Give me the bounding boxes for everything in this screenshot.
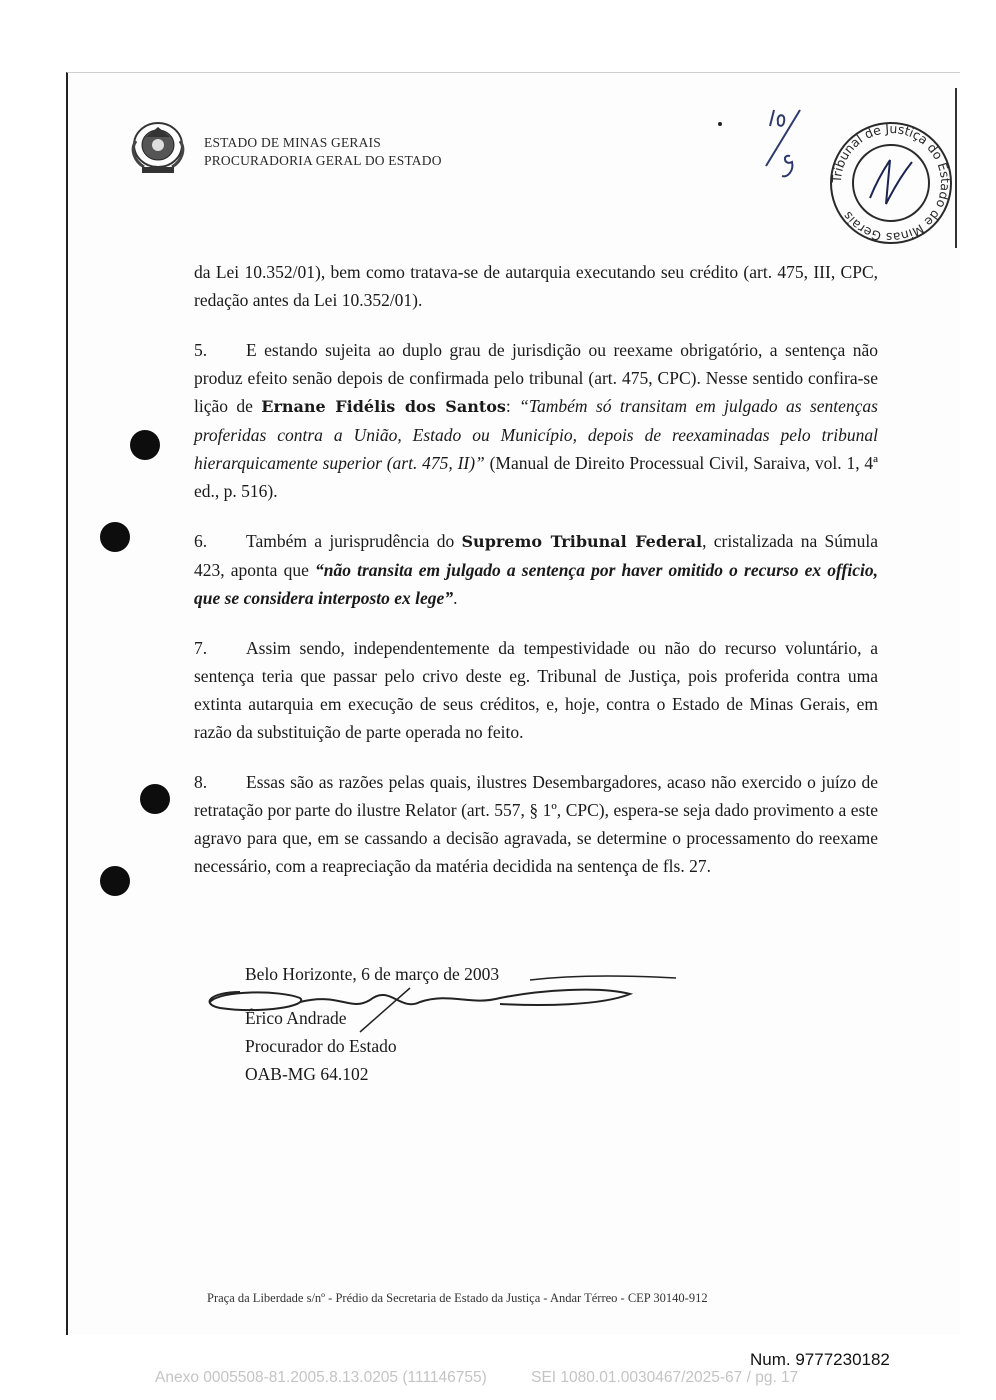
punch-hole bbox=[140, 784, 170, 814]
signer-oab: OAB-MG 64.102 bbox=[245, 1064, 369, 1084]
letterhead-office: PROCURADORIA GERAL DO ESTADO bbox=[204, 153, 442, 168]
sei-page-reference: SEI 1080.01.0030467/2025-67 / pg. 17 bbox=[531, 1369, 799, 1386]
document-body bbox=[194, 258, 878, 902]
document-number: Num. 9777230182 bbox=[750, 1350, 890, 1369]
signer-name: Érico Andrade bbox=[245, 1008, 347, 1028]
ink-dot bbox=[718, 122, 722, 126]
punch-hole bbox=[130, 430, 160, 460]
cited-author: Ernane Fidélis dos Santos bbox=[261, 397, 506, 416]
punctuation: . bbox=[453, 588, 458, 608]
sumula-quote: “não transita em julgado a sentença por haver omitido o recurso ex officio, que se considera interposto ex lege” bbox=[194, 560, 878, 608]
letterhead bbox=[204, 134, 442, 170]
citation-quote: “Também só transitam em julgado as sentenças proferidas contra a União, Estado ou Município, depois de reexaminadas pelo tribunal hierarquicamente superior (art. 475, II)” bbox=[194, 396, 878, 473]
punch-hole bbox=[100, 522, 130, 552]
footer-address: Praça da Liberdade s/nº - Prédio da Secretaria de Estado da Justiça - Andar Térreo - CEP 30140-912 bbox=[207, 1291, 708, 1305]
paragraph-text: , cristalizada na Súmula 423, aponta que bbox=[194, 531, 879, 580]
paragraph-5 bbox=[194, 336, 878, 505]
paragraph-number: 5. bbox=[194, 340, 208, 360]
paragraph-text: E estando sujeita ao duplo grau de jurisdição ou reexame obrigatório, a sentença não produz efeito senão depois de confirmada pelo tribunal (art. 475, CPC). Nesse sentido confira-se lição de bbox=[194, 340, 878, 416]
annex-reference-line bbox=[155, 1369, 838, 1387]
paragraph-text: Essas são as razões pelas quais, ilustres Desembargadores, acaso não exercido o juízo de retratação por parte do ilustre Relator (art. 557, § 1º, CPC), espera-se seja dado provimento a este agravo para que, em se cassando a decisão agravada, se determine o processamento do reexame necessário, com a reapreciação da matéria decidida na sentença de fls. 27. bbox=[194, 772, 878, 876]
punctuation: : bbox=[505, 396, 520, 416]
paragraph-7 bbox=[194, 634, 878, 746]
paragraph-number: 6. bbox=[194, 531, 208, 551]
court-stamp bbox=[826, 118, 956, 248]
coat-of-arms-emblem bbox=[126, 115, 190, 179]
punch-hole bbox=[100, 866, 130, 896]
folio-handwritten-number bbox=[756, 104, 816, 184]
stamp-text: Tribunal de Justiça do Estado de Minas Gerais bbox=[828, 120, 954, 246]
svg-text:Tribunal de Justiça do Estado bbox=[829, 121, 953, 245]
place-and-date: Belo Horizonte, 6 de março de 2003 bbox=[245, 964, 500, 984]
paragraph-6 bbox=[194, 527, 878, 612]
signer-role: Procurador do Estado bbox=[245, 1036, 397, 1056]
paragraph-number: 8. bbox=[194, 772, 208, 792]
cited-court: Supremo Tribunal Federal bbox=[461, 532, 703, 551]
paragraph-intro: da Lei 10.352/01), bem como tratava-se de autarquia executando seu crédito (art. 475, III, CPC, redação antes da Lei 10.352/01). bbox=[194, 262, 878, 310]
signature-block bbox=[245, 960, 499, 1088]
paragraph-number: 7. bbox=[194, 638, 208, 658]
paragraph-text: Também a jurisprudência do bbox=[246, 531, 462, 551]
paragraph-8 bbox=[194, 768, 878, 880]
paragraph-text: Assim sendo, independentemente da tempestividade ou não do recurso voluntário, a sentença teria que passar pelo crivo deste eg. Tribunal de Justiça, pois proferida contra uma extinta autarquia em execução de seus créditos, e, hoje, contra o Estado de Minas Gerais, em razão da substituição de parte operada no feito. bbox=[194, 638, 878, 742]
citation-reference: (Manual de Direito Processual Civil, Saraiva, vol. 1, 4ª ed., p. 516). bbox=[194, 453, 878, 501]
annex-process-id: Anexo 0005508-81.2005.8.13.0205 (111146755) bbox=[155, 1369, 487, 1386]
letterhead-state: ESTADO DE MINAS GERAIS bbox=[204, 135, 381, 150]
